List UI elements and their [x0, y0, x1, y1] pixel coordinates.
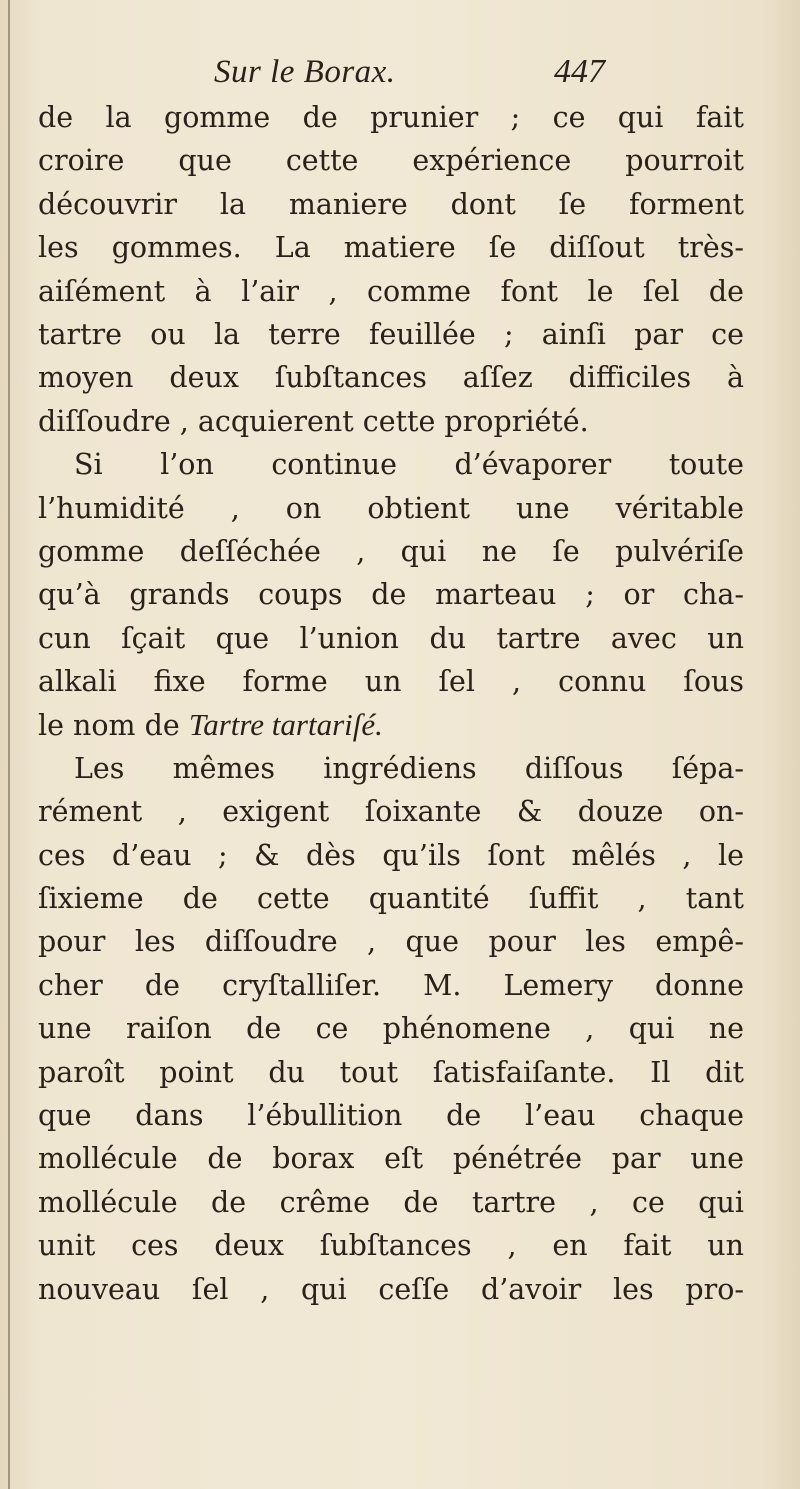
binding-edge — [8, 0, 10, 1489]
text-line: que dans l’ébullition de l’eau chaque — [38, 1098, 744, 1132]
text-line: aiſément à l’air , comme font le ſel de — [38, 274, 744, 308]
paragraph-start: Si l’on continue d’évaporer toute — [74, 448, 744, 482]
text-line: cun ſçait que l’union du tartre avec un — [38, 621, 744, 655]
body-text — [38, 96, 744, 1311]
text-line: alkali fixe forme un ſel , connu ſous — [38, 665, 744, 699]
text-line: qu’à grands coups de marteau ; or cha- — [38, 578, 744, 612]
running-head — [214, 50, 714, 94]
text-line: nouveau ſel , qui ceſſe d’avoir les pro- — [38, 1272, 744, 1306]
text-line: les gommes. La matiere ſe diſſout très- — [38, 231, 744, 265]
text-line: ſixieme de cette quantité ſuffit , tant — [38, 882, 744, 916]
text-line: l’humidité , on obtient une véritable — [38, 491, 744, 525]
text-line: cher de cryſtalliſer. M. Lemery donne — [38, 968, 744, 1002]
text-line: pour les diſſoudre , que pour les empê- — [38, 925, 744, 959]
italic-term: Tartre tartariſé. — [188, 707, 383, 743]
text-line: tartre ou la terre feuillée ; ainſi par ce — [38, 317, 744, 351]
text-line: mollécule de borax eſt pénétrée par une — [38, 1142, 744, 1176]
text-line: mollécule de crême de tartre , ce qui — [38, 1185, 744, 1219]
text-line: unit ces deux ſubſtances , en fait un — [38, 1229, 744, 1263]
text-fragment: le nom de — [38, 709, 180, 743]
text-line: moyen deux ſubſtances aſſez difficiles à — [38, 361, 744, 395]
text-line: diſſoudre , acquierent cette propriété. — [38, 404, 589, 438]
text-line-with-term — [38, 703, 744, 746]
running-title: Sur le Borax. — [214, 54, 396, 90]
text-line: de la gomme de prunier ; ce qui fait — [38, 101, 744, 134]
text-line: ces d’eau ; & dès qu’ils ſont mêlés , le — [38, 838, 744, 872]
page-number: 447 — [554, 53, 605, 90]
paragraph-start: Les mêmes ingrédiens diſſous ſépa- — [74, 751, 744, 785]
text-line: découvrir la maniere dont ſe forment — [38, 187, 744, 221]
text-line: une raiſon de ce phénomene , qui ne — [38, 1012, 744, 1046]
text-line: rément , exigent ſoixante & douze on- — [38, 795, 744, 829]
text-line: gomme deſſéchée , qui ne ſe pulvériſe — [38, 534, 744, 568]
text-line: paroît point du tout ſatisfaiſante. Il dit — [38, 1055, 744, 1089]
text-line: croire que cette expérience pourroit — [38, 144, 744, 178]
